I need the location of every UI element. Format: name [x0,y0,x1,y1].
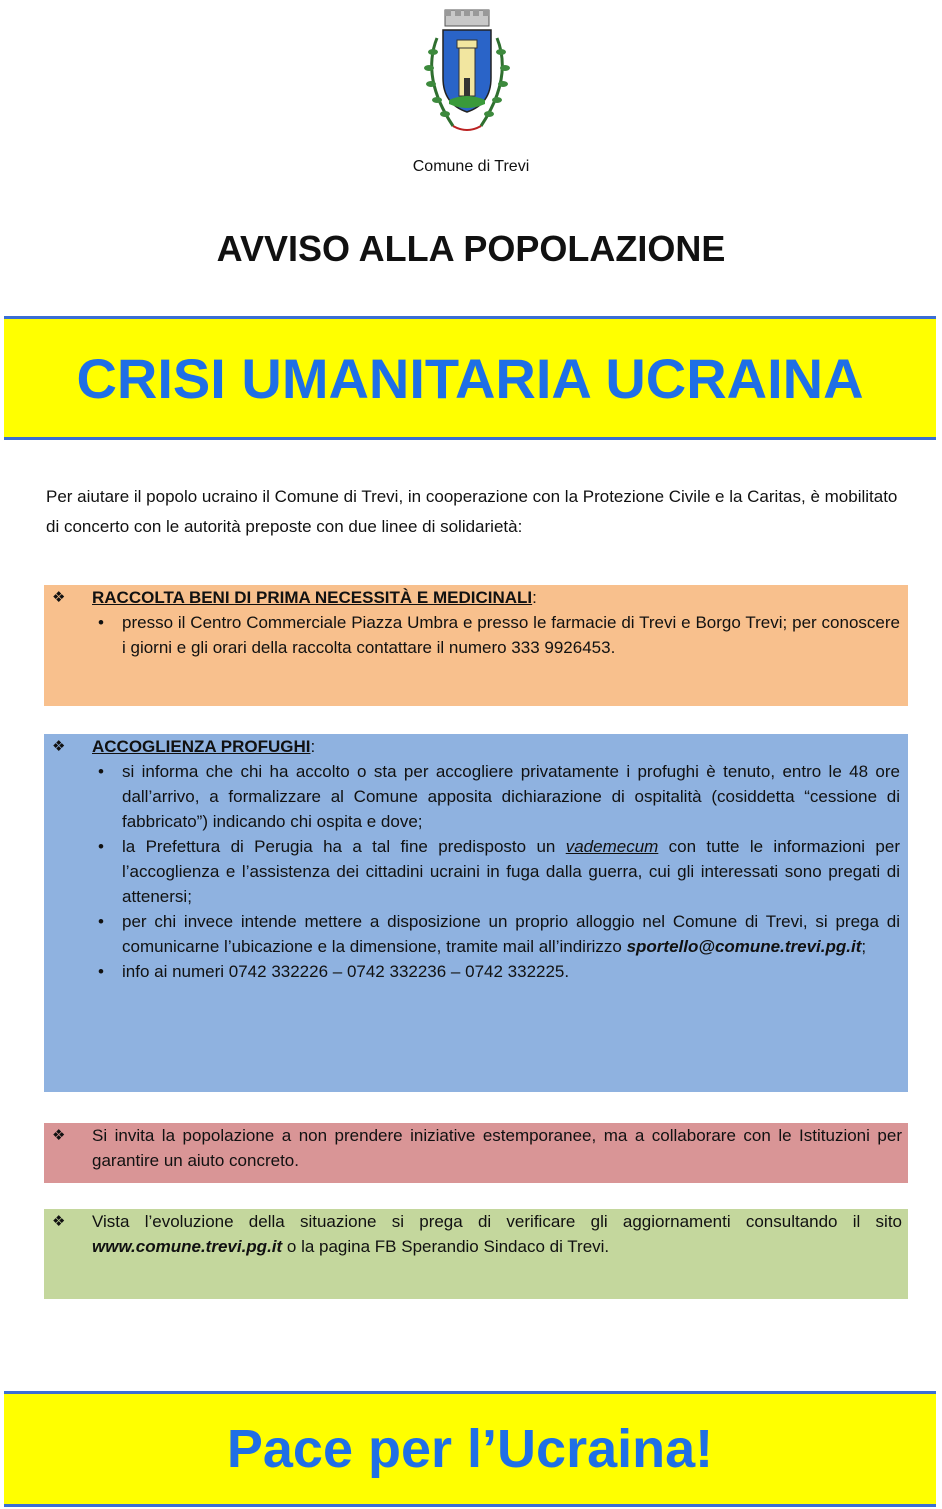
collection-title: RACCOLTA BENI DI PRIMA NECESSITÀ E MEDICINALI [92,588,533,607]
crisis-banner [4,316,936,440]
appeal-section [44,1123,908,1183]
notice-title: AVVISO ALLA POPOLAZIONE [216,228,726,269]
peace-banner-text: Pace per l’Ucraina! [226,1419,714,1479]
updates-text: Vista l’evoluzione della situazione si prega di verificare gli aggiornamenti consultando il sito www.comune.trevi.pg.it o la pagina FB Sperandio Sindaco di Trevi. [92,1212,902,1256]
email-link[interactable]: sportello@comune.trevi.pg.it [626,937,862,956]
collection-section: ❖ RACCOLTA BENI DI PRIMA NECESSITÀ E MEDICINALI: • presso il Centro Commerciale Piazza Umbra e presso le farmacie di Trevi e Borgo Trevi; per conoscere i giorni e gli orari della raccolta contattare il numero 333 9926453. [44,585,908,706]
refugee-section: ❖ ACCOGLIENZA PROFUGHI: • si informa che chi ha accolto o sta per accogliere privatamente i profughi è tenuto, entro le 48 ore dall’arrivo, a formalizzare al Comune apposita dichiarazione di ospitalità (cosiddetta “cessione di fabbricato”) indicando chi ospita e dove; • la Prefettura di Perugia ha a tal fine predisposto un vademecum con tutte le informazioni per l’accoglienza e l’assistenza dei cittadini ucraini in fuga dalla guerra, cui gli interessati sono pregati di attenersi; • per chi invece intende mettere a disposizione un proprio alloggio nel Comune di Trevi, si prega di comunicarne l’ubicazione e la dimensione, tramite mail all’indirizzo sportello@comune.trevi.pg.it; • info ai numeri 0742 332226 – 0742 332236 – 0742 332225. [44,734,908,1092]
diamond-bullet-icon: ❖ [52,1127,66,1144]
diamond-bullet-icon: ❖ [52,589,66,606]
diamond-bullet-icon: ❖ [52,1213,66,1230]
vademecum-link[interactable]: vademecum [565,837,659,856]
diamond-bullet-icon: ❖ [52,738,66,755]
appeal-text: Si invita la popolazione a non prendere iniziative estemporanee, ma a collaborare con le Istituzioni per garantire un aiuto concreto. [92,1126,902,1170]
collection-item: • presso il Centro Commerciale Piazza Umbra e presso le farmacie di Trevi e Borgo Trevi; per conoscere i giorni e gli orari della raccolta contattare il numero 333 9926453. [122,610,900,660]
website-link[interactable]: www.comune.trevi.pg.it [92,1237,283,1256]
municipality-name: Comune di Trevi [412,158,530,175]
refugee-title: ACCOGLIENZA PROFUGHI [92,737,311,756]
intro-paragraph: Per aiutare il popolo ucraino il Comune di Trevi, in cooperazione con la Protezione Civile e la Caritas, è mobilitato di concerto con le autorità preposte con due linee di solidarietà: [46,487,898,536]
crisis-banner-text: CRISI UMANITARIA UCRAINA [76,346,864,410]
refugee-item-housing: • per chi invece intende mettere a disposizione un proprio alloggio nel Comune di Trevi, si prega di comunicarne l’ubicazione e la dimensione, tramite mail all’indirizzo sportello@comune.trevi.pg.it; [122,909,900,959]
coat-of-arms-icon [413,8,521,140]
refugee-item-phone: • info ai numeri 0742 332226 – 0742 332236 – 0742 332225. [122,959,900,984]
updates-section [44,1209,908,1299]
refugee-item-vademecum: • la Prefettura di Perugia ha a tal fine predisposto un vademecum con tutte le informazioni per l’accoglienza e l’assistenza dei cittadini ucraini in fuga dalla guerra, cui gli interessati sono pregati di attenersi; [122,834,900,909]
peace-banner [4,1391,936,1507]
refugee-item-declaration: • si informa che chi ha accolto o sta per accogliere privatamente i profughi è tenuto, entro le 48 ore dall’arrivo, a formalizzare al Comune apposita dichiarazione di ospitalità (cosiddetta “cessione di fabbricato”) indicando chi ospita e dove; [122,759,900,834]
